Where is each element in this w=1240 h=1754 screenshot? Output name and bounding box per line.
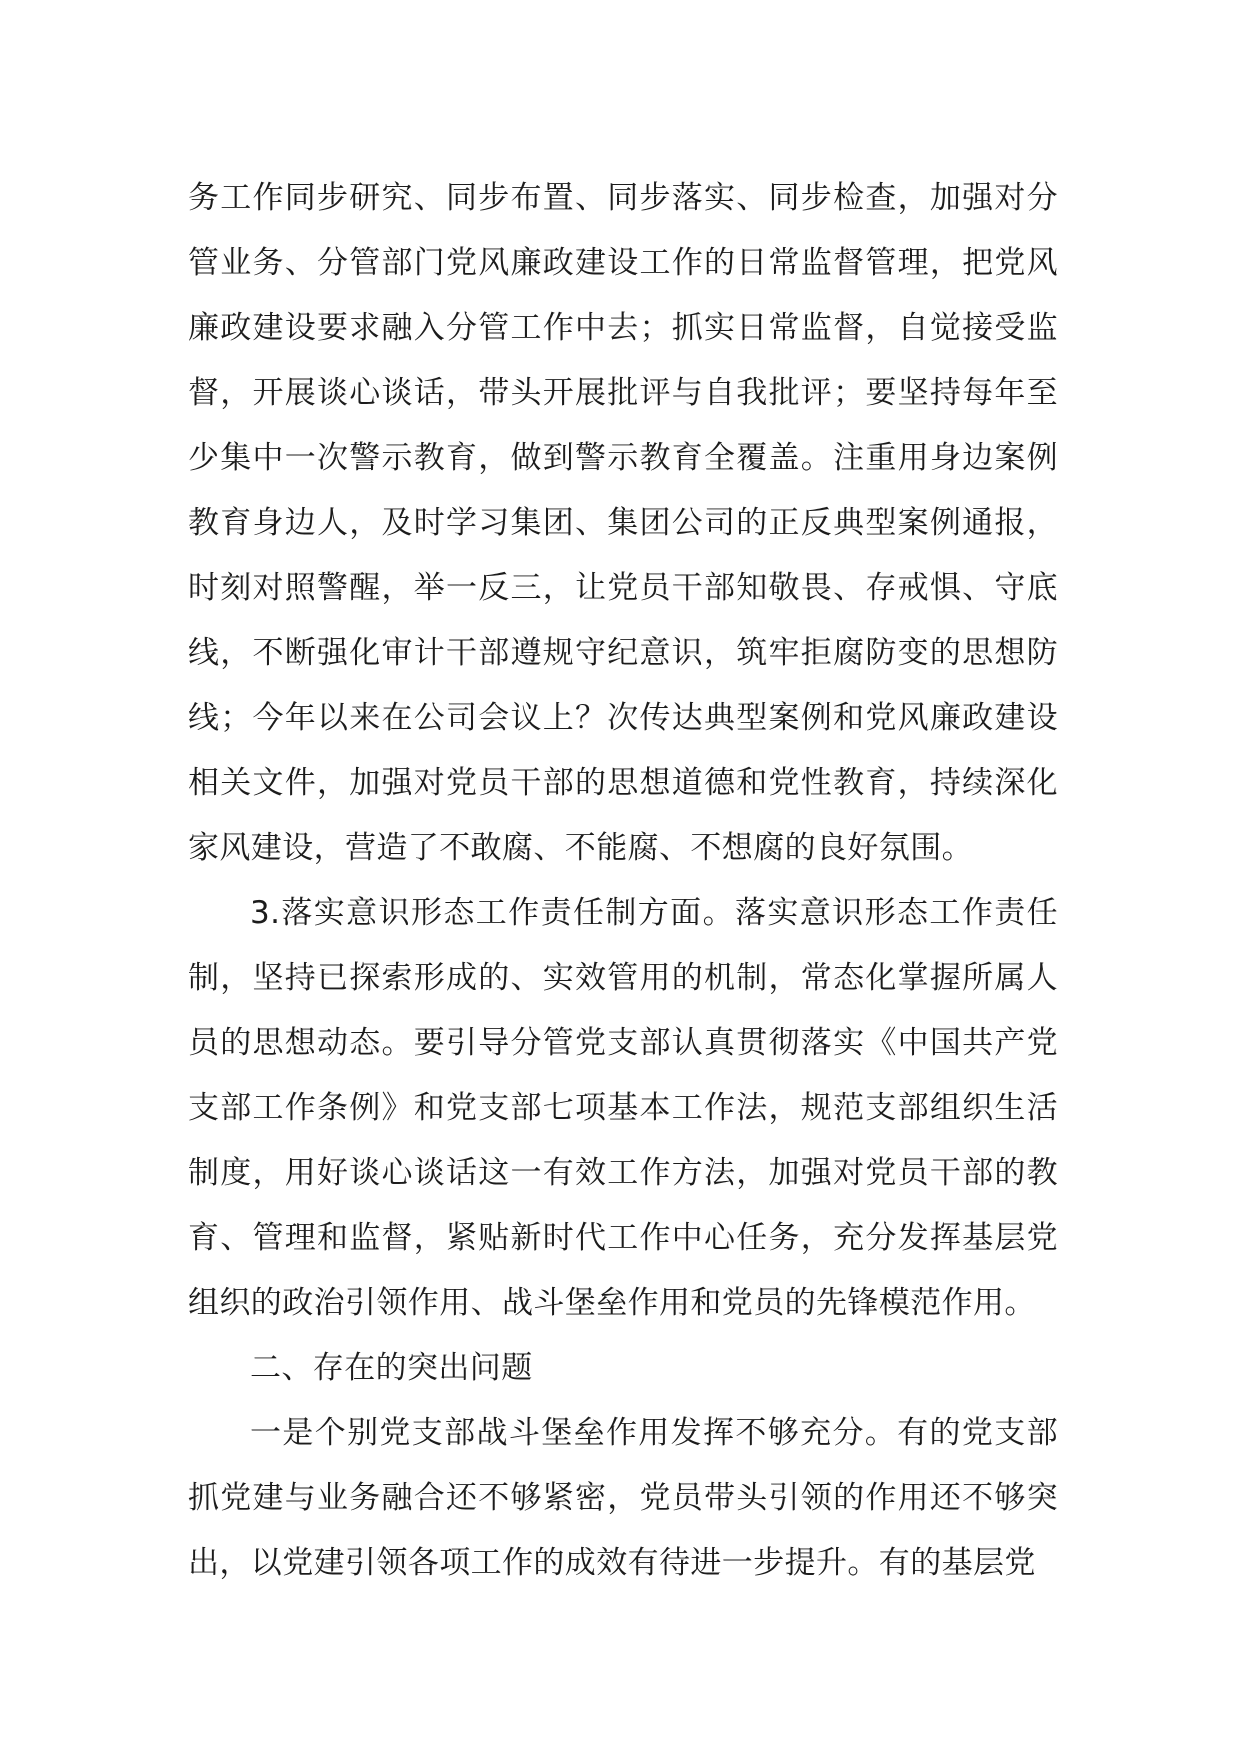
document-body [188,166,1058,1596]
section-heading-outstanding-problems: 二、存在的突出问题 [250,1350,533,1386]
paragraph-problem-one: 一是个别党支部战斗堡垒作用发挥不够充分。有的党支部抓党建与业务融合还不够紧密，党员带头引领的作用还不够突出，以党建引领各项工作的成效有待进一步提升。有的基层党 [188,1415,1058,1581]
paragraph-ideology-responsibility: 3.落实意识形态工作责任制方面。落实意识形态工作责任制，坚持已探索形成的、实效管用的机制，常态化掌握所属人员的思想动态。要引导分管党支部认真贯彻落实《中国共产党支部工作条例》和党支部七项基本工作法，规范支部组织生活制度，用好谈心谈话这一有效工作方法，加强对党员干部的教育、管理和监督，紧贴新时代工作中心任务，充分发挥基层党组织的政治引领作用、战斗堡垒作用和党员的先锋模范作用。 [188,895,1058,1321]
paragraph-party-conduct-supervision: 务工作同步研究、同步布置、同步落实、同步检查，加强对分管业务、分管部门党风廉政建设工作的日常监督管理，把党风廉政建设要求融入分管工作中去；抓实日常监督，自觉接受监督，开展谈心谈话，带头开展批评与自我批评；要坚持每年至少集中一次警示教育，做到警示教育全覆盖。注重用身边案例教育身边人，及时学习集团、集团公司的正反典型案例通报，时刻对照警醒，举一反三，让党员干部知敬畏、存戒惧、守底线，不断强化审计干部遵规守纪意识，筑牢拒腐防变的思想防线；今年以来在公司会议上？次传达典型案例和党风廉政建设相关文件，加强对党员干部的思想道德和党性教育，持续深化家风建设，营造了不敢腐、不能腐、不想腐的良好氛围。 [188,180,1058,866]
